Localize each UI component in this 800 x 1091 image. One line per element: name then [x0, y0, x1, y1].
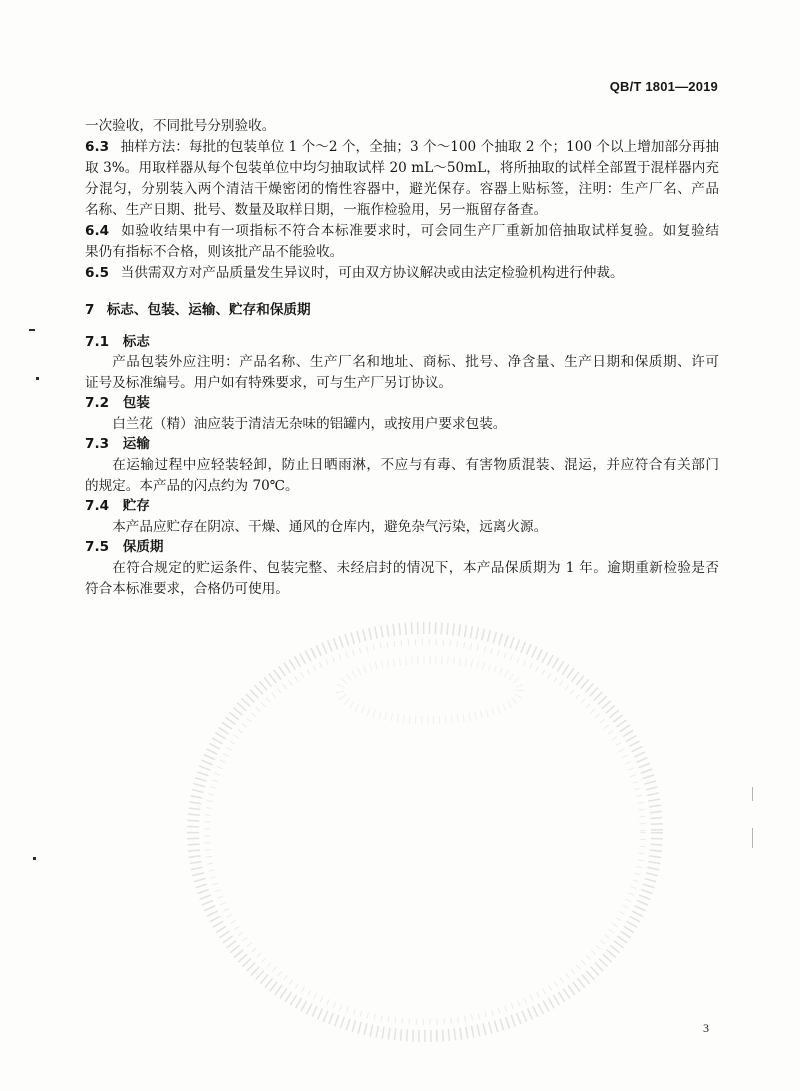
clause-line: 名称、生产日期、批号、数量及取样日期，一瓶作检验用，另一瓶留存备查。: [85, 202, 548, 218]
clause-number: 6.3: [85, 139, 110, 155]
clause-7-block: [85, 332, 719, 600]
clause-line: [85, 137, 719, 158]
document-body: [85, 116, 719, 599]
clause-line: 分混匀，分别装入两个清洁干燥密闭的惰性容器中，避光保存。容器上贴标签，注明：生产厂名、产品: [85, 181, 719, 197]
scan-mark: [33, 857, 36, 860]
clause-6-3: [85, 137, 719, 221]
standard-number-header: QB/T 1801—2019: [609, 79, 718, 94]
subclause-title: 保质期: [122, 539, 164, 556]
clause-7-5: [85, 537, 719, 599]
subclause-number: 7.1: [85, 333, 110, 350]
clause-line: 在运输过程中应轻装轻卸，防止日晒雨淋，不应与有毒、有害物质混装、混运，并应符合有关部门: [112, 457, 719, 474]
page-number: 3: [703, 1021, 709, 1035]
clause-text: 当供需双方对产品质量发生异议时，可由双方协议解决或由法定检验机构进行仲裁。: [120, 265, 624, 281]
clause-line: [85, 263, 719, 284]
subclause-title: 包装: [122, 395, 150, 412]
clause-6-block: [85, 116, 719, 284]
clause-line: 在符合规定的贮运条件、包装完整、未经启封的情况下，本产品保质期为 1 年。逾期重新检验是否: [112, 560, 719, 577]
clause-line: 的规定。本产品的闪点约为 70℃。: [85, 477, 299, 494]
subclause-number: 7.4: [85, 498, 110, 515]
clause-text: 抽样方法：每批的包装单位 1 个～2 个，全抽；3 个～100 个抽取 2 个；100 个以上增加部分再抽: [120, 139, 719, 155]
subclause-number: 7.3: [85, 436, 110, 453]
subclause-number: 7.2: [85, 395, 110, 412]
clause-text: 如验收结果中有一项指标不符合本标准要求时，可会同生产厂重新加倍抽取试样复验。如复验结: [120, 223, 719, 239]
clause-6-2-continuation: 一次验收，不同批号分别验收。: [85, 118, 276, 134]
clause-6-5: [85, 263, 719, 284]
section-number: 7: [85, 301, 95, 318]
clause-line: 白兰花（精）油应装于清洁无杂味的铝罐内，或按用户要求包装。: [112, 415, 507, 432]
subclause-heading: [85, 434, 719, 455]
subclause-number: 7.5: [85, 539, 110, 556]
clause-line: 取 3%。用取样器从每个包装单位中均匀抽取试样 20 mL～50mL，将所抽取的试样全部置于混样器内充: [85, 160, 719, 176]
clause-6-4: [85, 221, 719, 263]
subclause-heading: [85, 537, 719, 558]
clause-number: 6.5: [85, 265, 110, 281]
subclause-heading: [85, 332, 719, 353]
subclause-heading: [85, 393, 719, 414]
scan-mark: [36, 377, 39, 380]
clause-7-3: [85, 434, 719, 496]
clause-line: 本产品应贮存在阴凉、干燥、通风的仓库内，避免杂气污染，远离火源。: [112, 518, 548, 535]
scan-mark: [29, 329, 35, 331]
subclause-title: 运输: [122, 436, 150, 453]
clause-line: 果仍有指标不合格，则该批产品不能验收。: [85, 244, 344, 260]
clause-line: 产品包装外应注明：产品名称、生产厂名和地址、商标、批号、净含量、生产日期和保质期、许可: [112, 354, 719, 371]
clause-line: 符合本标准要求，合格仍可使用。: [85, 580, 289, 597]
scan-mark: [752, 828, 753, 848]
clause-number: 6.4: [85, 223, 110, 239]
subclause-title: 贮存: [122, 498, 150, 515]
clause-line: 证号及标准编号。用户如有特殊要求，可与生产厂另订协议。: [85, 374, 453, 391]
clause-7-1: [85, 332, 719, 394]
section-title: 标志、包装、运输、贮存和保质期: [106, 301, 311, 318]
clause-7-2: [85, 393, 719, 434]
clause-line: [85, 221, 719, 242]
clause-7-4: [85, 496, 719, 537]
subclause-title: 标志: [122, 333, 150, 350]
subclause-heading: [85, 496, 719, 517]
scan-mark: [752, 787, 753, 801]
section-7-heading: [85, 300, 719, 321]
